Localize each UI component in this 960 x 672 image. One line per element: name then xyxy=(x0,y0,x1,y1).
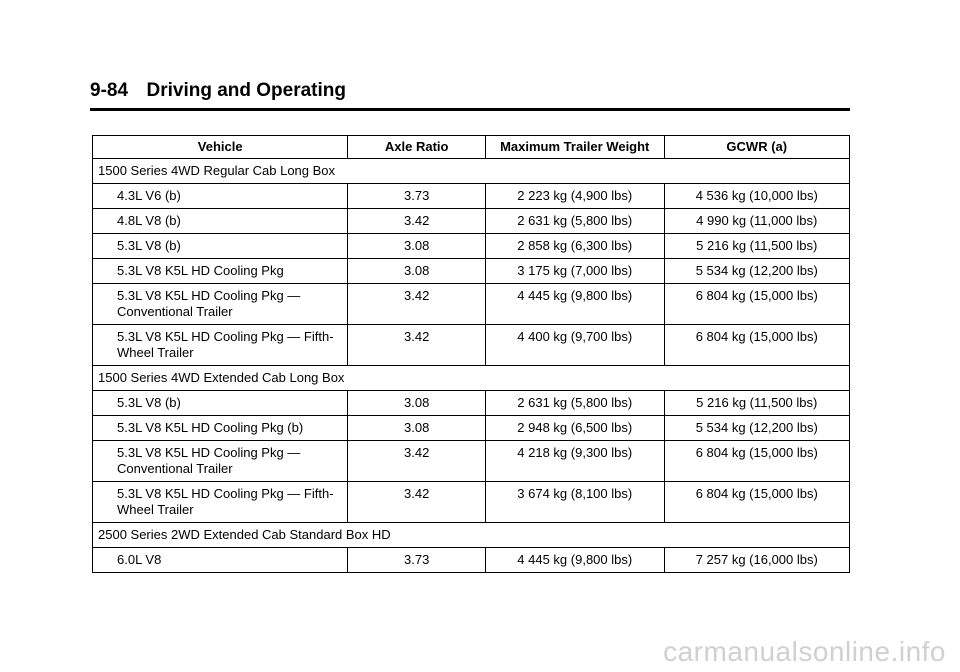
column-header-vehicle: Vehicle xyxy=(93,136,348,159)
cell-max-trailer-weight: 4 218 kg (9,300 lbs) xyxy=(485,441,664,482)
cell-max-trailer-weight: 4 445 kg (9,800 lbs) xyxy=(485,284,664,325)
cell-gcwr: 5 216 kg (11,500 lbs) xyxy=(664,234,849,259)
column-header-axle-ratio: Axle Ratio xyxy=(348,136,486,159)
table-header-row xyxy=(93,136,850,159)
cell-axle-ratio: 3.08 xyxy=(348,259,486,284)
cell-axle-ratio: 3.42 xyxy=(348,482,486,523)
cell-max-trailer-weight: 3 674 kg (8,100 lbs) xyxy=(485,482,664,523)
cell-max-trailer-weight: 4 445 kg (9,800 lbs) xyxy=(485,548,664,573)
cell-vehicle: 4.8L V8 (b) xyxy=(93,209,348,234)
table-row xyxy=(93,259,850,284)
table-row xyxy=(93,284,850,325)
group-row xyxy=(93,159,850,184)
cell-vehicle: 5.3L V8 K5L HD Cooling Pkg (b) xyxy=(93,416,348,441)
table-row xyxy=(93,548,850,573)
cell-axle-ratio: 3.42 xyxy=(348,209,486,234)
column-header-max-trailer-weight: Maximum Trailer Weight xyxy=(485,136,664,159)
cell-gcwr: 5 534 kg (12,200 lbs) xyxy=(664,416,849,441)
cell-vehicle: 5.3L V8 K5L HD Cooling Pkg — Conventional Trailer xyxy=(93,441,348,482)
cell-axle-ratio: 3.73 xyxy=(348,548,486,573)
group-row xyxy=(93,366,850,391)
watermark: carmanualsonline.info xyxy=(663,636,946,667)
table-row xyxy=(93,391,850,416)
table-row xyxy=(93,325,850,366)
page-number: 9-84 xyxy=(90,80,129,101)
cell-axle-ratio: 3.42 xyxy=(348,284,486,325)
table-row xyxy=(93,441,850,482)
cell-axle-ratio: 3.08 xyxy=(348,391,486,416)
group-title: 1500 Series 4WD Regular Cab Long Box xyxy=(93,159,850,184)
cell-axle-ratio: 3.08 xyxy=(348,234,486,259)
group-title: 2500 Series 2WD Extended Cab Standard Box HD xyxy=(93,523,850,548)
cell-vehicle: 5.3L V8 (b) xyxy=(93,234,348,259)
cell-max-trailer-weight: 2 223 kg (4,900 lbs) xyxy=(485,184,664,209)
cell-axle-ratio: 3.42 xyxy=(348,441,486,482)
cell-gcwr: 4 536 kg (10,000 lbs) xyxy=(664,184,849,209)
cell-max-trailer-weight: 2 631 kg (5,800 lbs) xyxy=(485,391,664,416)
page-header xyxy=(90,80,850,111)
cell-gcwr: 6 804 kg (15,000 lbs) xyxy=(664,284,849,325)
cell-axle-ratio: 3.08 xyxy=(348,416,486,441)
cell-gcwr: 4 990 kg (11,000 lbs) xyxy=(664,209,849,234)
cell-gcwr: 6 804 kg (15,000 lbs) xyxy=(664,482,849,523)
cell-gcwr: 5 216 kg (11,500 lbs) xyxy=(664,391,849,416)
section-title: Driving and Operating xyxy=(146,80,347,101)
cell-axle-ratio: 3.73 xyxy=(348,184,486,209)
cell-vehicle: 6.0L V8 xyxy=(93,548,348,573)
cell-axle-ratio: 3.42 xyxy=(348,325,486,366)
group-title: 1500 Series 4WD Extended Cab Long Box xyxy=(93,366,850,391)
cell-max-trailer-weight: 4 400 kg (9,700 lbs) xyxy=(485,325,664,366)
cell-gcwr: 6 804 kg (15,000 lbs) xyxy=(664,441,849,482)
cell-vehicle: 5.3L V8 K5L HD Cooling Pkg — Fifth-Wheel Trailer xyxy=(93,325,348,366)
cell-vehicle: 4.3L V6 (b) xyxy=(93,184,348,209)
trailer-weight-table xyxy=(92,135,850,573)
cell-gcwr: 7 257 kg (16,000 lbs) xyxy=(664,548,849,573)
cell-gcwr: 6 804 kg (15,000 lbs) xyxy=(664,325,849,366)
group-row xyxy=(93,523,850,548)
table-body xyxy=(93,159,850,573)
cell-max-trailer-weight: 2 631 kg (5,800 lbs) xyxy=(485,209,664,234)
cell-vehicle: 5.3L V8 (b) xyxy=(93,391,348,416)
cell-vehicle: 5.3L V8 K5L HD Cooling Pkg xyxy=(93,259,348,284)
table-row xyxy=(93,234,850,259)
table-row xyxy=(93,416,850,441)
column-header-gcwr: GCWR (a) xyxy=(664,136,849,159)
cell-vehicle: 5.3L V8 K5L HD Cooling Pkg — Fifth-Wheel Trailer xyxy=(93,482,348,523)
table-row xyxy=(93,209,850,234)
cell-max-trailer-weight: 2 948 kg (6,500 lbs) xyxy=(485,416,664,441)
cell-gcwr: 5 534 kg (12,200 lbs) xyxy=(664,259,849,284)
table-row xyxy=(93,482,850,523)
table-row xyxy=(93,184,850,209)
cell-vehicle: 5.3L V8 K5L HD Cooling Pkg — Conventional Trailer xyxy=(93,284,348,325)
cell-max-trailer-weight: 3 175 kg (7,000 lbs) xyxy=(485,259,664,284)
cell-max-trailer-weight: 2 858 kg (6,300 lbs) xyxy=(485,234,664,259)
